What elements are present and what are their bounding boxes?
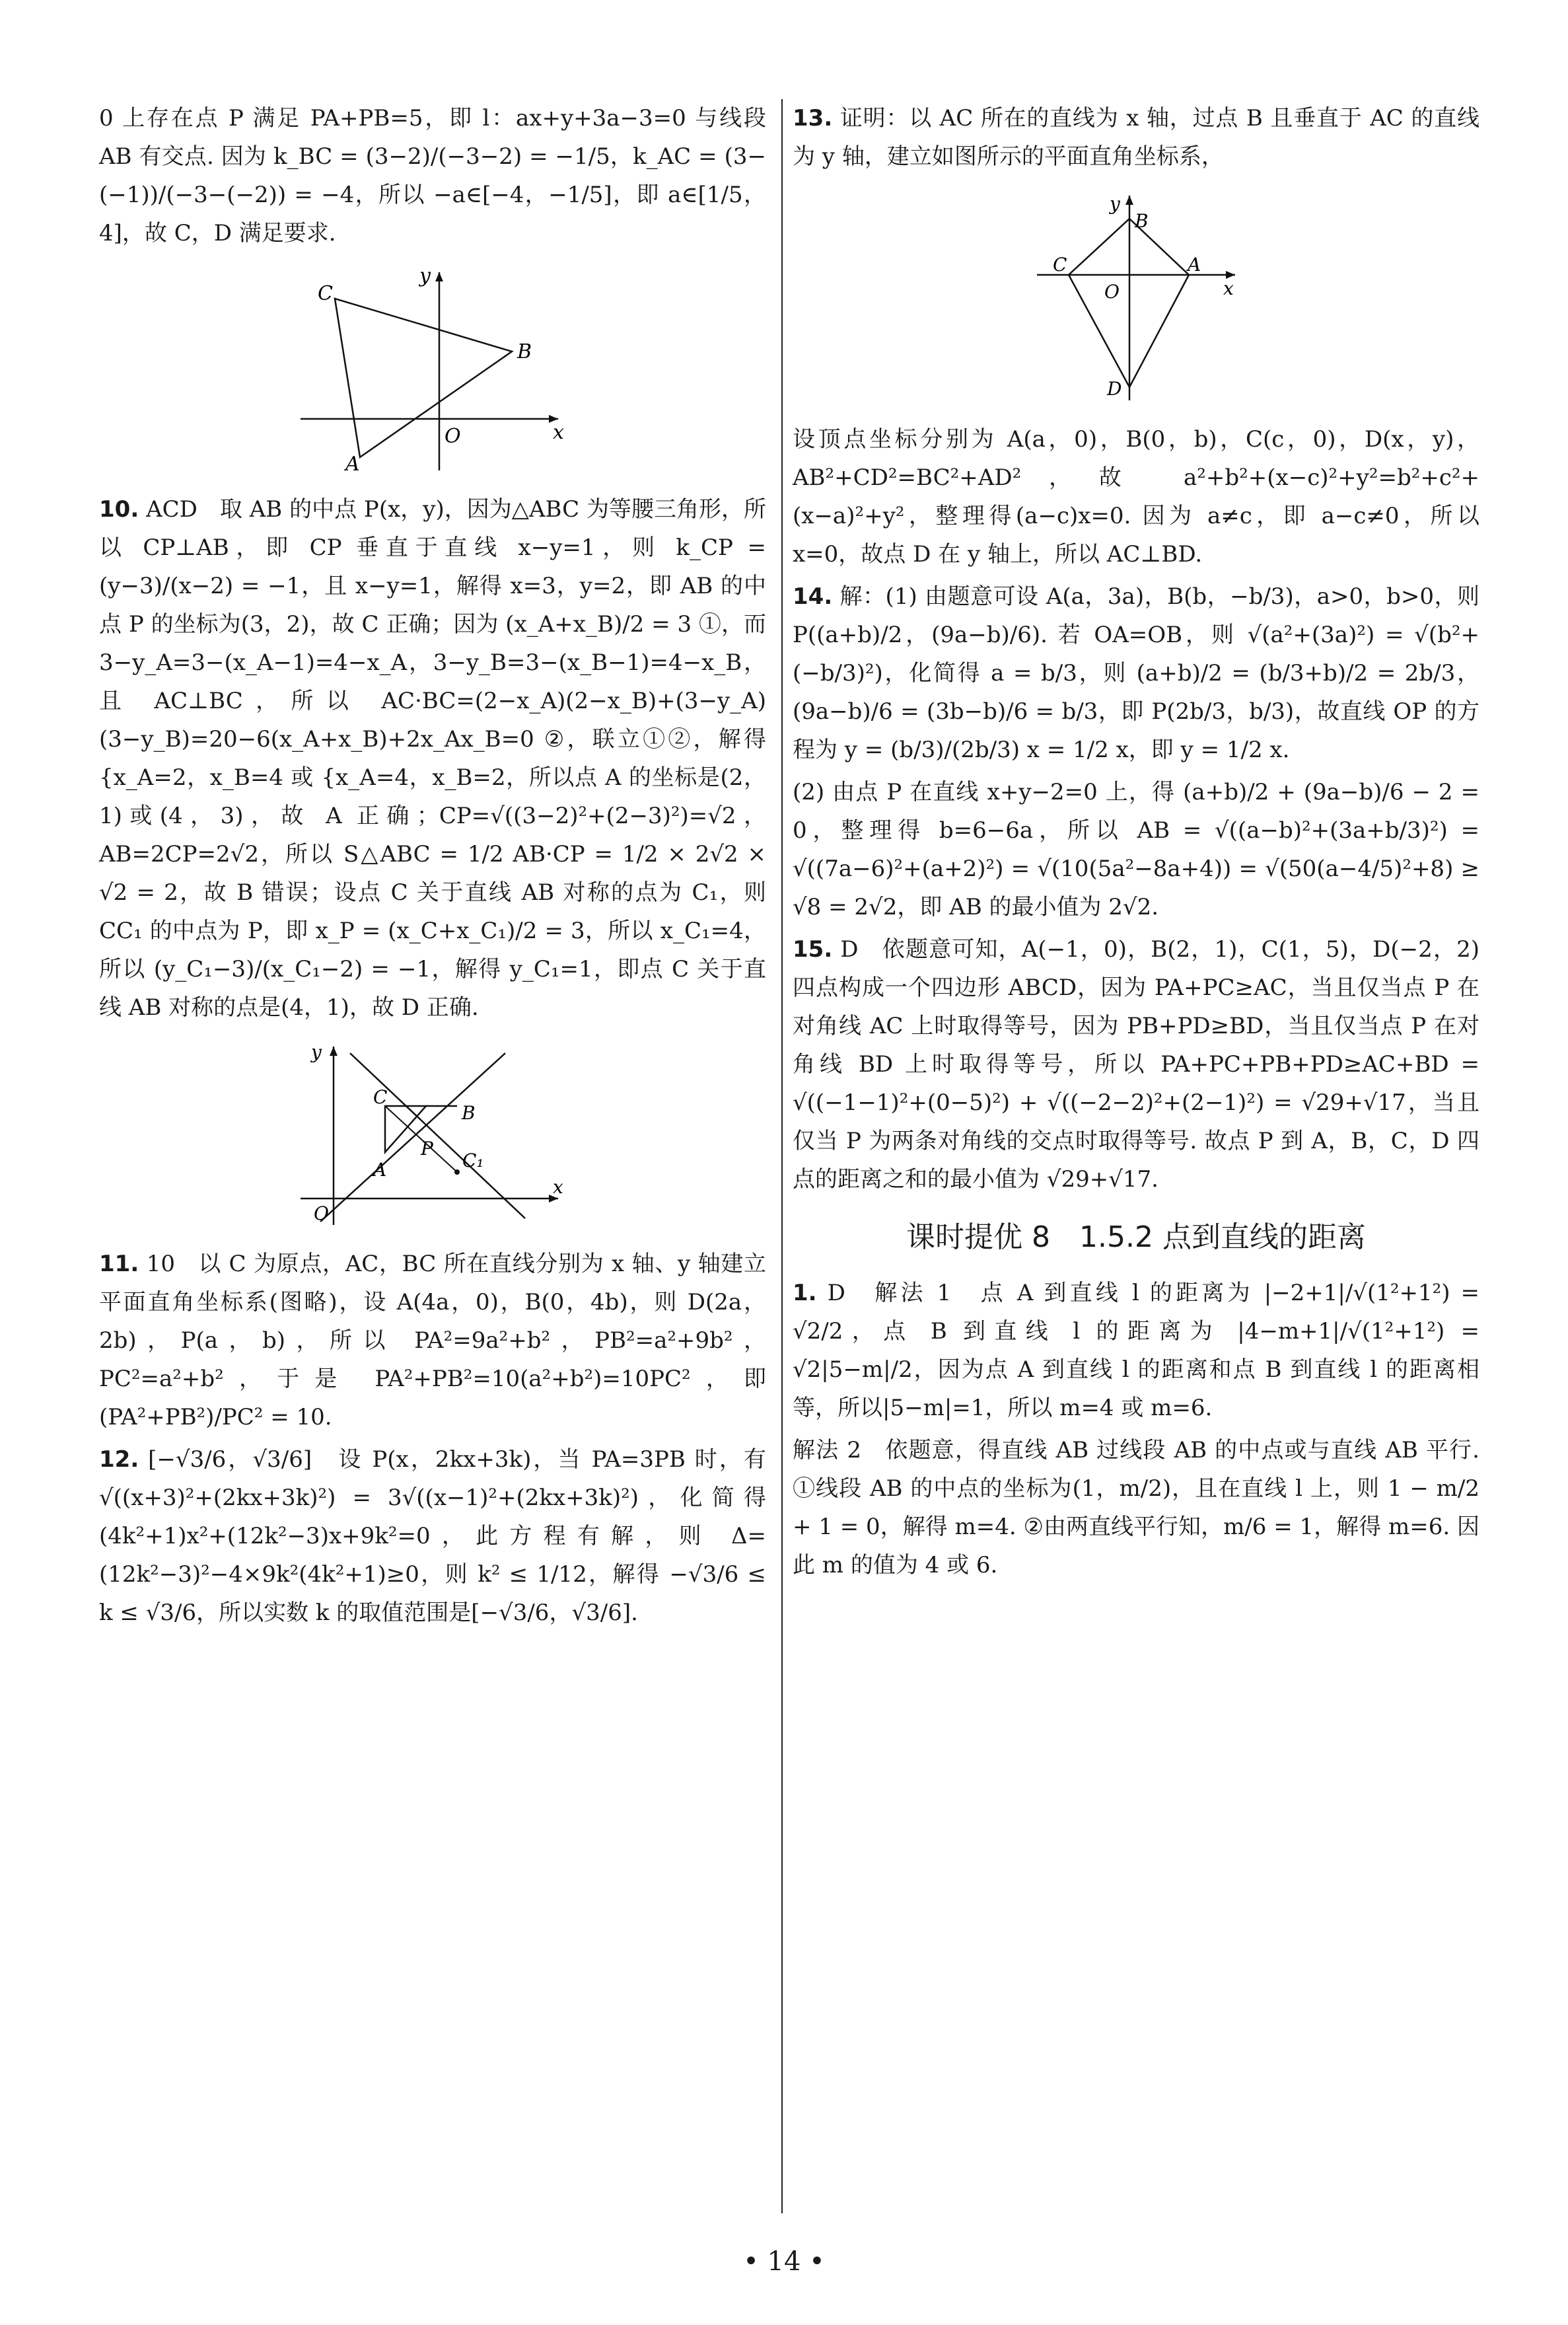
fig3-d-label: D	[1107, 378, 1122, 400]
lesson-question-1-number: 1.	[793, 1280, 817, 1306]
figure-isosceles-triangle	[294, 1040, 571, 1232]
problem-12	[99, 1440, 766, 1632]
problem-10-text: ACD 取 AB 的中点 P(x，y)，因为△ABC 为等腰三角形，所以 CP⊥AB，即 CP 垂直于直线 x−y=1，则 k_CP = (y−3)/(x−2) = −1，且 x−y=1，解得 x=3，y=2，即 AB 的中点 P 的坐标为(3，2)，故 C 正确；因为 (x_A+x_B)/2 = 3 ①，而 3−y_A=3−(x_A−1)=4−x_A，3−y_B=3−(x_B−1)=4−x_B，且 AC⊥BC，所以 AC·BC=(2−x_A)(2−x_B)+(3−y_A)(3−y_B)=20−6(x_A+x_B)+2x_Ax_B=0 ②，联立①②，解得 {x_A=2，x_B=4 或 {x_A=4，x_B=2，所以点 A 的坐标是(2，1)或(4，3)，故 A 正确；CP=√((3−2)²+(2−3)²)=√2，AB=2CP=2√2，所以 S△ABC = 1/2 AB·CP = 1/2 × 2√2 × √2 = 2，故 B 错误；设点 C 关于直线 AB 对称的点为 C₁，则 CC₁ 的中点为 P，即 x_P = (x_C+x_C₁)/2 = 3，所以 x_C₁=4，所以 (y_C₁−3)/(x_C₁−2) = −1，解得 y_C₁=1，即点 C 关于直线 AB 对称的点是(4，1)，故 D 正确.	[99, 496, 767, 1021]
fig3-b-label: B	[1135, 210, 1149, 232]
fig2-c1-label: C₁	[462, 1150, 484, 1171]
problem-15-text: D 依题意可知，A(−1，0)，B(2，1)，C(1，5)，D(−2，2)四点构成一个四边形 ABCD，因为 PA+PC≥AC，当且仅当点 P 在对角线 AC 上时取得等号，因为 PB+PD≥BD，当且仅当点 P 在对角线 BD 上时取得等号，所以 PA+PC+PB+PD≥AC+BD = √((−1−1)²+(0−5)²) + √((−2−2)²+(2−1)²) = √29+√17，当且仅当 P 为两条对角线的交点时取得等号. 故点 P 到 A，B，C，D 四点的距离之和的最小值为 √29+√17.	[793, 936, 1479, 1193]
page-number: • 14 •	[743, 2246, 825, 2277]
lesson-question-1	[793, 1274, 1479, 1427]
problem-12-text: [−√3/6，√3/6] 设 P(x，2kx+3k)，当 PA=3PB 时，有 √((x+3)²+(2kx+3k)²) = 3√((x−1)²+(2kx+3k)²)，化简得 (4k²+1)x²+(12k²−3)x+9k²=0，此方程有解，则 Δ=(12k²−3)²−4×9k²(4k²+1)≥0，则 k² ≤ 1/12，解得 −√3/6 ≤ k ≤ √3/6，所以实数 k 的取值范围是[−√3/6，√3/6].	[99, 1446, 766, 1626]
problem-13-text-a: 证明：以 AC 所在的直线为 x 轴，过点 B 且垂直于 AC 的直线为 y 轴，建立如图所示的平面直角坐标系，	[793, 105, 1479, 170]
problem-10-number: 10.	[99, 496, 139, 523]
fig3-y-label: y	[1110, 193, 1120, 215]
figure-isosceles-triangle-svg	[294, 1040, 571, 1232]
fig1-c-label: C	[318, 282, 333, 305]
problem-13	[793, 99, 1479, 176]
fig3-c-label: C	[1053, 254, 1067, 276]
problem-14-part-2: (2) 由点 P 在直线 x+y−2=0 上，得 (a+b)/2 + (9a−b)/6 − 2 = 0，整理得 b=6−6a，所以 AB = √((a−b)²+(3a+b/3)²) = √((7a−6)²+(a+2)²) = √(10(5a²−8a+4)) = √(50(a−4/5)²+8) ≥ √8 = 2√2，即 AB 的最小值为 2√2.	[793, 779, 1479, 920]
fig1-x-label: x	[553, 421, 564, 444]
problem-10	[99, 490, 766, 1027]
column-divider	[781, 99, 783, 2213]
problem-14-text-1: 解：(1) 由题意可设 A(a，3a)，B(b，−b/3)，a>0，b>0，则 P((a+b)/2，(9a−b)/6). 若 OA=OB，则 √(a²+(3a)²) = √(b²+(−b/3)²)，化简得 a = b/3，则 (a+b)/2 = (b/3+b)/2 = 2b/3，(9a−b)/6 = (3b−b)/6 = b/3，即 P(2b/3，b/3)，故直线 OP 的方程为 y = (b/3)/(2b/3) x = 1/2 x，即 y = 1/2 x.	[793, 583, 1479, 763]
problem-11-number: 11.	[99, 1251, 139, 1277]
figure-kite-abcd-svg	[1030, 189, 1242, 407]
figure-kite-abcd	[1030, 189, 1242, 407]
problem-12-number: 12.	[99, 1446, 139, 1473]
problem-15-number: 15.	[793, 936, 833, 963]
fig3-a-label: A	[1188, 254, 1201, 276]
fig1-b-label: B	[517, 340, 532, 363]
problem-15	[793, 930, 1479, 1199]
fig2-a-label: A	[373, 1159, 387, 1181]
fig2-y-label: y	[311, 1041, 322, 1063]
fig3-origin-label: O	[1104, 281, 1120, 303]
problem-14-number: 14.	[793, 583, 833, 610]
fig2-c-label: C	[373, 1086, 388, 1108]
problem-14-part-1	[793, 577, 1479, 769]
lesson-question-1-method-2: 解法 2 依题意，得直线 AB 过线段 AB 的中点或与直线 AB 平行. ①线段 AB 的中点的坐标为(1，m/2)，且在直线 l 上，则 1 − m/2 + 1 = 0，解得 m=4. ②由两直线平行知，m/6 = 1，解得 m=6. 因此 m 的值为 4 或 6.	[793, 1437, 1479, 1578]
fig1-y-label: y	[419, 266, 431, 287]
left-column	[99, 99, 766, 1636]
fig1-origin-label: O	[445, 425, 461, 448]
problem-13-number: 13.	[793, 105, 833, 131]
fig2-p-label: P	[421, 1138, 433, 1160]
right-column	[793, 99, 1479, 1588]
figure-triangle-abc	[294, 266, 571, 477]
lesson-question-1-text-1: D 解法 1 点 A 到直线 l 的距离为 |−2+1|/√(1²+1²) = √2/2，点 B 到直线 l 的距离为 |4−m+1|/√(1²+1²) = √2|5−m|/2，因为点 A 到直线 l 的距离和点 B 到直线 l 的距离相等，所以|5−m|=1，所以 m=4 或 m=6.	[793, 1280, 1479, 1421]
section-title: 课时提优 8 1.5.2 点到直线的距离	[906, 1220, 1366, 1254]
fig3-x-label: x	[1223, 277, 1234, 299]
fig2-b-label: B	[462, 1102, 476, 1124]
problem-9-continuation: 0 上存在点 P 满足 PA+PB=5，即 l：ax+y+3a−3=0 与线段 AB 有交点. 因为 k_BC = (3−2)/(−3−2) = −1/5，k_AC = (3−(−1))/(−3−(−2)) = −4，所以 −a∈[−4，−1/5]，即 a∈[1/5，4]，故 C，D 满足要求.	[99, 105, 766, 246]
fig1-a-label: A	[345, 453, 360, 476]
problem-11	[99, 1245, 766, 1436]
problem-11-text: 10 以 C 为原点，AC，BC 所在直线分别为 x 轴、y 轴建立平面直角坐标系(图略)，设 A(4a，0)，B(0，4b)，则 D(2a，2b)，P(a，b)，所以 PA²=9a²+b²，PB²=a²+9b²，PC²=a²+b²，于是 PA²+PB²=10(a²+b²)=10PC²，即 (PA²+PB²)/PC² = 10.	[99, 1251, 766, 1430]
problem-13-text-b: 设顶点坐标分别为 A(a，0)，B(0，b)，C(c，0)，D(x，y)，AB²+CD²=BC²+AD²，故 a²+b²+(x−c)²+y²=b²+c²+(x−a)²+y²，整理得(a−c)x=0. 因为 a≠c，即 a−c≠0，所以 x=0，故点 D 在 y 轴上，所以 AC⊥BD.	[793, 426, 1479, 568]
fig2-x-label: x	[553, 1176, 563, 1198]
figure-triangle-abc-svg	[294, 266, 571, 477]
fig2-origin-label: O	[314, 1202, 329, 1224]
